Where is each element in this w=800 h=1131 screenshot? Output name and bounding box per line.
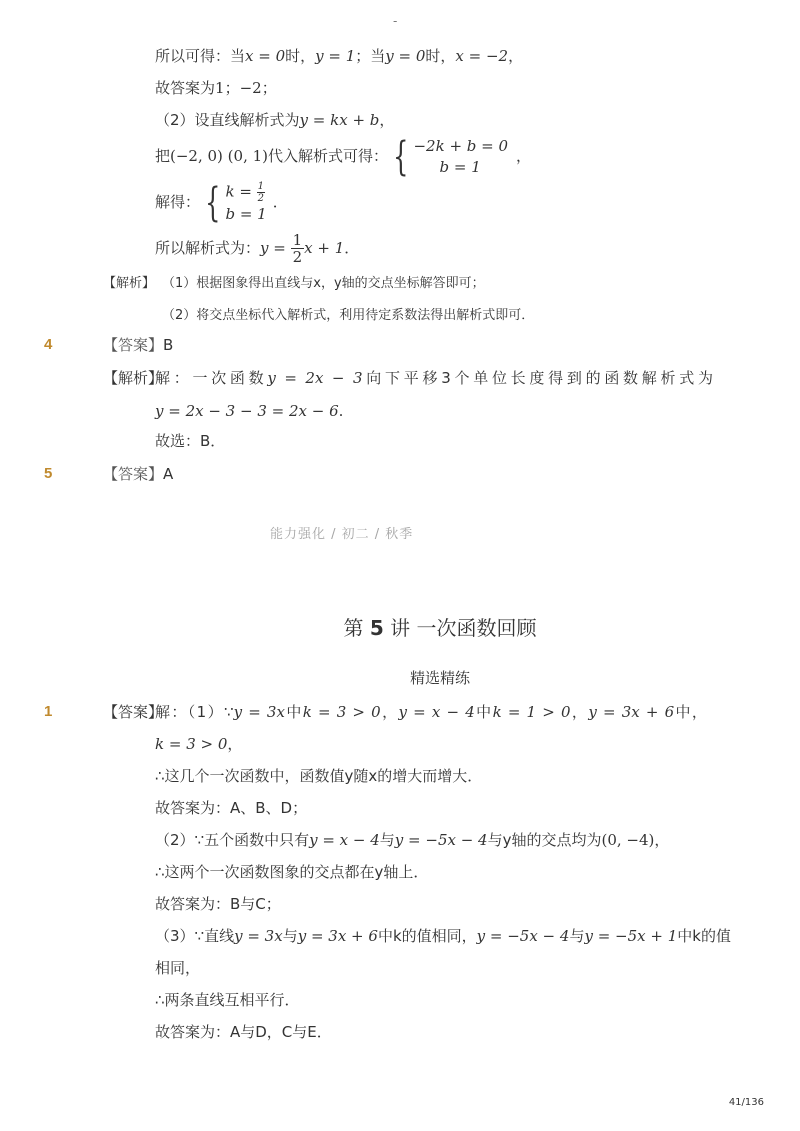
q1-line-10: ∴两条直线互相平行． (155, 991, 300, 1009)
q1-line-5: （2）∵五个函数中只有y = x − 4与y = −5x − 4与y轴的交点均为(0, −4)， (155, 831, 670, 849)
q4-answer: 【答案】B (103, 336, 174, 354)
question-number-5: 5 (44, 465, 53, 482)
q1-line-9: 相同， (155, 959, 201, 977)
q4-analysis-line-2: y = 2x − 3 − 3 = 2x − 6. (155, 402, 344, 420)
q1-line-2: k = 3 > 0， (155, 735, 243, 753)
prev-line-3: （2）设直线解析式为y = kx + b， (155, 111, 395, 129)
solution-system: k = $\frac{1}{2}$ b = 1 (225, 180, 267, 223)
q1-line-8: （3）∵直线y = 3x与y = 3x + 6中k的值相同，y = −5x − 4与y = −5x + 1中k的值 (155, 927, 731, 945)
question-number-1: 1 (44, 703, 53, 720)
fraction-half: $\frac{1}{2}$ (292, 231, 303, 266)
prev-line-5: 解得： { k = $\frac{1}{2}$ b = 1 ． (155, 179, 288, 226)
q1-answer-tag: 【答案】 (103, 703, 164, 721)
header-mark: - (393, 14, 398, 28)
analysis-tag: 【解析】 (103, 276, 156, 291)
q1-line-3: ∴这几个一次函数中，函数值y随x的增大而增大． (155, 767, 483, 785)
q1-line-4: 故答案为：A、B、D； (155, 799, 308, 817)
analysis-line-1: （1）根据图象得出直线与x，y轴的交点坐标解答即可； (162, 276, 485, 291)
solution-brace: { (205, 179, 221, 226)
question-number-4: 4 (44, 336, 53, 353)
prev-line-6: 所以解析式为：y = $\frac{1}{2}$ x + 1． (155, 231, 360, 266)
q1-line-7: 故答案为：B与C； (155, 895, 281, 913)
page-number: 41/136 (728, 1097, 764, 1108)
q1-line-1: 解：（1）∵y = 3x中k = 3 > 0，y = x − 4中k = 1 > 0，y = 3x + 6中， (155, 703, 707, 721)
prev-line-4: 把(−2, 0) (0, 1)代入解析式可得： { −2k + b = 0 b = 1 ， (155, 133, 532, 180)
prev-line-1: 所以可得：当x = 0时，y = 1；当y = 0时，x = −2， (155, 47, 524, 65)
q4-analysis-line-1: 解：一次函数y = 2x − 3向下平移3个单位长度得到的函数解析式为 (155, 369, 713, 387)
system-brace: { (393, 133, 409, 180)
section-subtitle: 精选精练 (409, 669, 470, 687)
fraction-half: $\frac{1}{2}$ (257, 180, 265, 204)
page-footer: 能力强化 / 初二 / 秋季 (270, 527, 414, 542)
q4-analysis-tag: 【解析】 (103, 369, 164, 387)
q1-line-6: ∴这两个一次函数图象的交点都在y轴上． (155, 863, 429, 881)
q4-analysis-line-3: 故选：B． (155, 432, 226, 450)
analysis-line-2: （2）将交点坐标代入解析式，利用待定系数法得出解析式即可． (162, 308, 535, 323)
q1-line-11: 故答案为：A与D，C与E． (155, 1023, 332, 1041)
prev-line-2: 故答案为1；−2； (155, 79, 277, 97)
q5-answer: 【答案】A (103, 465, 174, 483)
equation-system: −2k + b = 0 b = 1 (413, 136, 509, 176)
section-title: 第 5 讲 一次函数回顾 (343, 616, 537, 640)
